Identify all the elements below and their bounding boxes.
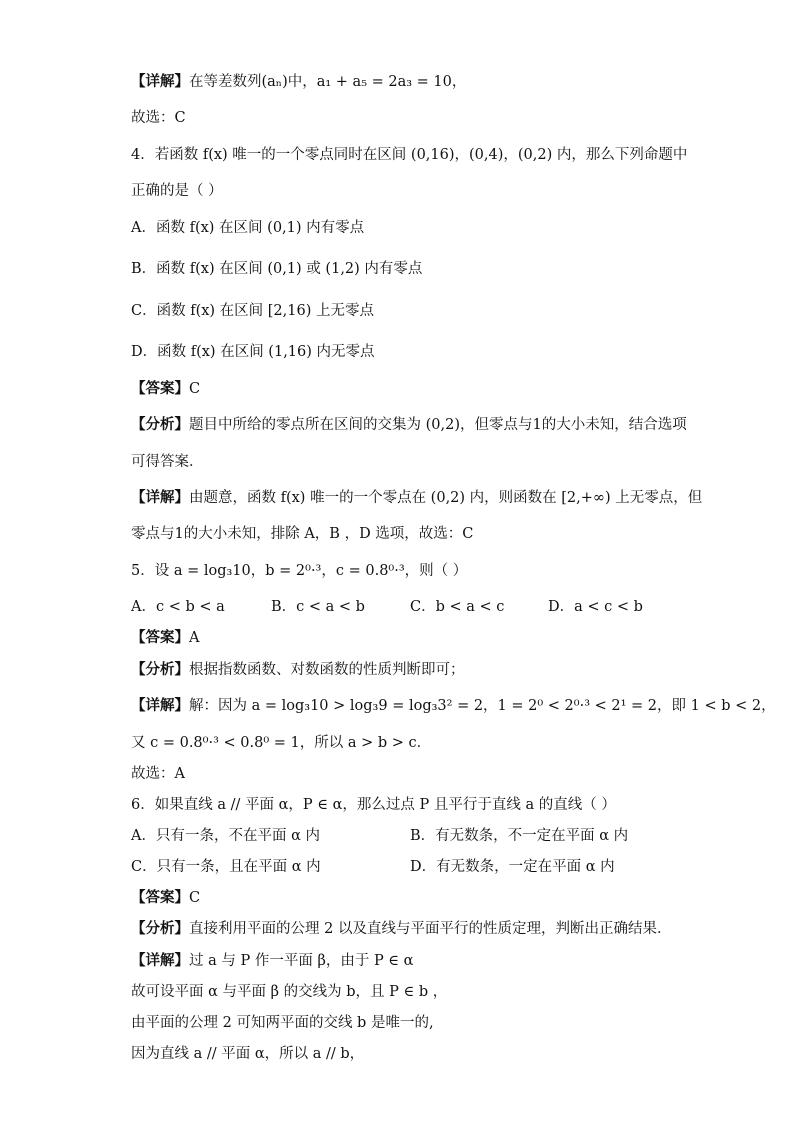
text-line: 又 c = 0.8⁰·³ < 0.8⁰ = 1，所以 a > b > c． [131,735,432,751]
question-6: 6．如果直线 a // 平面 α，P ∈ α，那么过点 P 且平行于直线 a 的直线（ ） [131,797,616,813]
question-4: 4．若函数 f(x) 唯一的一个零点同时在区间 (0,16)，(0,4)，(0,2) 内，那么下列命题中 [131,147,688,163]
text-line: 故选：A [131,766,185,782]
section-tag: 【答案】 [131,889,189,906]
section-tag: 【详解】 [131,952,189,969]
section-text: C [189,381,201,397]
option-d: D．函数 f(x) 在区间 (1,16) 内无零点 [131,344,375,360]
section-text: 直接利用平面的公理 2 以及直线与平面平行的性质定理，判断出正确结果． [189,921,672,937]
section-tag: 【分析】 [131,416,189,433]
section-tag: 【答案】 [131,629,189,646]
detail-line [131,696,776,716]
text-line: 可得答案． [131,454,204,470]
q6-option-d: D．有无数条，一定在平面 α 内 [410,859,615,875]
q5-option-a: A．c < b < a [131,599,225,615]
option-c: C．函数 f(x) 在区间 [2,16) 上无零点 [131,303,374,319]
q6-option-b: B．有无数条，不一定在平面 α 内 [410,828,629,844]
analysis-line [131,415,687,435]
section-text: A [189,630,200,646]
detail-line [131,951,413,971]
text-line: 零点与1的大小未知，排除 A，B ，D 选项，故选：C [131,526,474,542]
section-tag: 【详解】 [131,697,189,714]
option-a: A．函数 f(x) 在区间 (0,1) 内有零点 [131,220,365,236]
section-tag: 【分析】 [131,920,189,937]
analysis-line [131,660,465,680]
section-text: 过 a 与 P 作一平面 β，由于 P ∈ α [189,953,414,969]
section-tag: 【详解】 [131,489,189,506]
section-text: 由题意，函数 f(x) 唯一的一个零点在 (0,2) 内，则函数在 [2,+∞) 上无零点，但 [189,490,703,506]
option-b: B．函数 f(x) 在区间 (0,1) 或 (1,2) 内有零点 [131,261,423,277]
section-text: 解：因为 a = log₃10 > log₃9 = log₃3² = 2，1 = 2⁰ < 2⁰·³ < 2¹ = 2，即 1 < b < 2， [189,698,776,714]
question-5: 5．设 a = log₃10，b = 2⁰·³，c = 0.8⁰·³，则（ ） [131,563,468,579]
section-tag: 【详解】 [131,73,189,90]
detail-line [131,488,702,508]
text-line [131,72,466,92]
answer-line [131,888,200,908]
text-line: 正确的是（ ） [131,183,223,199]
q5-option-c: C．b < a < c [410,599,505,615]
text-line: 因为直线 a // 平面 α，所以 a // b， [131,1046,365,1062]
text-line: 故可设平面 α 与平面 β 的交线为 b，且 P ∈ b ， [131,984,448,1000]
q5-option-b: B．c < a < b [271,599,365,615]
q6-option-c: C．只有一条，且在平面 α 内 [131,859,321,875]
section-text: 题目中所给的零点所在区间的交集为 (0,2)，但零点与1的大小未知，结合选项 [189,417,687,433]
section-text: C [189,890,201,906]
q6-option-a: A．只有一条，不在平面 α 内 [131,828,320,844]
section-text: 在等差数列(aₙ)中，a₁ + a₅ = 2a₃ = 10， [189,74,467,90]
section-tag: 【答案】 [131,380,189,397]
q5-option-d: D．a < c < b [548,599,643,615]
text-line: 由平面的公理 2 可知两平面的交线 b 是唯一的, [131,1015,434,1031]
section-text: 根据指数函数、对数函数的性质判断即可； [189,662,465,678]
answer-line [131,379,200,399]
text-line: 故选：C [131,110,186,126]
section-tag: 【分析】 [131,661,189,678]
answer-line [131,628,199,648]
analysis-line [131,919,671,939]
